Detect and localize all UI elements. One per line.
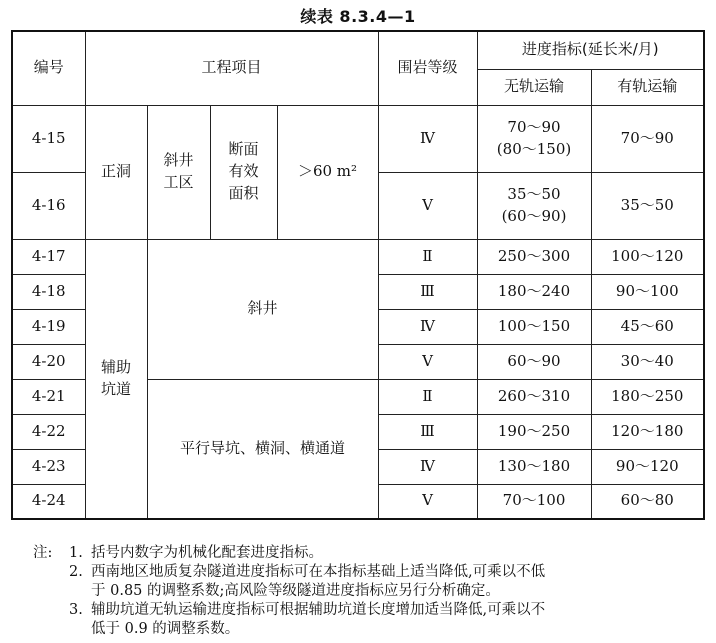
row-tracked: 180～250 (591, 379, 704, 414)
row-trackless: 130～180 (477, 449, 591, 484)
row-id: 4-22 (12, 414, 85, 449)
row-tracked: 30～40 (591, 344, 704, 379)
row-id: 4-18 (12, 274, 85, 309)
group-main-tunnel: 正洞 (85, 105, 147, 239)
row-trackless (477, 172, 591, 239)
note-text: 于 0.85 的调整系数;高风险等级隧道进度指标应另行分析确定。 (91, 583, 500, 599)
row-grade: Ⅳ (378, 105, 477, 172)
row-id: 4-19 (12, 309, 85, 344)
row-tracked: 35～50 (591, 172, 704, 239)
group-inclined-shaft: 斜井 (147, 239, 378, 379)
group-aux-tunnel: 辅助坑道 (85, 239, 147, 519)
header-project: 工程项目 (85, 31, 378, 105)
group-section-area: 断面有效面积 (210, 105, 277, 239)
header-trackless: 无轨运输 (477, 69, 591, 105)
header-speed: 进度指标(延长米/月) (477, 31, 704, 69)
row-tracked: 45～60 (591, 309, 704, 344)
row-grade: Ⅳ (378, 309, 477, 344)
table-title: 续表 8.3.4—1 (300, 7, 416, 26)
note-item (33, 544, 705, 563)
notes-section (33, 544, 705, 639)
table-row (12, 239, 704, 274)
row-grade: Ⅲ (378, 414, 477, 449)
group-inclined-area: 斜井工区 (147, 105, 210, 239)
trackless-value: 70～90 (507, 117, 561, 136)
note-number: 1. (69, 545, 83, 561)
row-trackless: 70～100 (477, 484, 591, 519)
note-number: 2. (69, 564, 83, 580)
row-id: 4-23 (12, 449, 85, 484)
row-trackless: 250～300 (477, 239, 591, 274)
table-row (12, 105, 704, 172)
row-tracked: 60～80 (591, 484, 704, 519)
note-number: 3. (69, 602, 83, 618)
row-id: 4-21 (12, 379, 85, 414)
row-trackless: 100～150 (477, 309, 591, 344)
row-grade: Ⅱ (378, 239, 477, 274)
notes-prefix: 注: (33, 545, 53, 561)
group-parallel: 平行导坑、横洞、横通道 (147, 379, 378, 519)
row-id: 4-24 (12, 484, 85, 519)
trackless-mech-value: (60～90) (501, 206, 567, 225)
row-id: 4-16 (12, 172, 85, 239)
note-item (33, 563, 705, 582)
row-id: 4-17 (12, 239, 85, 274)
group-section-value: ＞60 m² (277, 105, 378, 239)
trackless-value: 35～50 (507, 184, 561, 203)
trackless-mech-value: (80～150) (496, 139, 572, 158)
row-trackless: 60～90 (477, 344, 591, 379)
row-grade: Ⅳ (378, 449, 477, 484)
row-trackless: 260～310 (477, 379, 591, 414)
row-tracked: 120～180 (591, 414, 704, 449)
row-trackless: 180～240 (477, 274, 591, 309)
note-text: 西南地区地质复杂隧道进度指标可在本指标基础上适当降低,可乘以不低 (91, 564, 546, 580)
row-grade: Ⅴ (378, 344, 477, 379)
row-tracked: 90～120 (591, 449, 704, 484)
note-text: 低于 0.9 的调整系数。 (91, 621, 240, 637)
row-grade: Ⅴ (378, 172, 477, 239)
row-grade: Ⅱ (378, 379, 477, 414)
note-continuation (33, 620, 705, 639)
row-trackless: 190～250 (477, 414, 591, 449)
header-id: 编号 (12, 31, 85, 105)
row-grade: Ⅴ (378, 484, 477, 519)
row-trackless (477, 105, 591, 172)
header-grade: 围岩等级 (378, 31, 477, 105)
header-tracked: 有轨运输 (591, 69, 704, 105)
row-tracked: 70～90 (591, 105, 704, 172)
row-tracked: 100～120 (591, 239, 704, 274)
row-id: 4-15 (12, 105, 85, 172)
progress-index-table (11, 30, 705, 520)
note-item (33, 601, 705, 620)
note-text: 括号内数字为机械化配套进度指标。 (91, 545, 323, 561)
row-tracked: 90～100 (591, 274, 704, 309)
note-continuation (33, 582, 705, 601)
row-grade: Ⅲ (378, 274, 477, 309)
note-text: 辅助坑道无轨运输进度指标可根据辅助坑道长度增加适当降低,可乘以不 (91, 602, 546, 618)
row-id: 4-20 (12, 344, 85, 379)
